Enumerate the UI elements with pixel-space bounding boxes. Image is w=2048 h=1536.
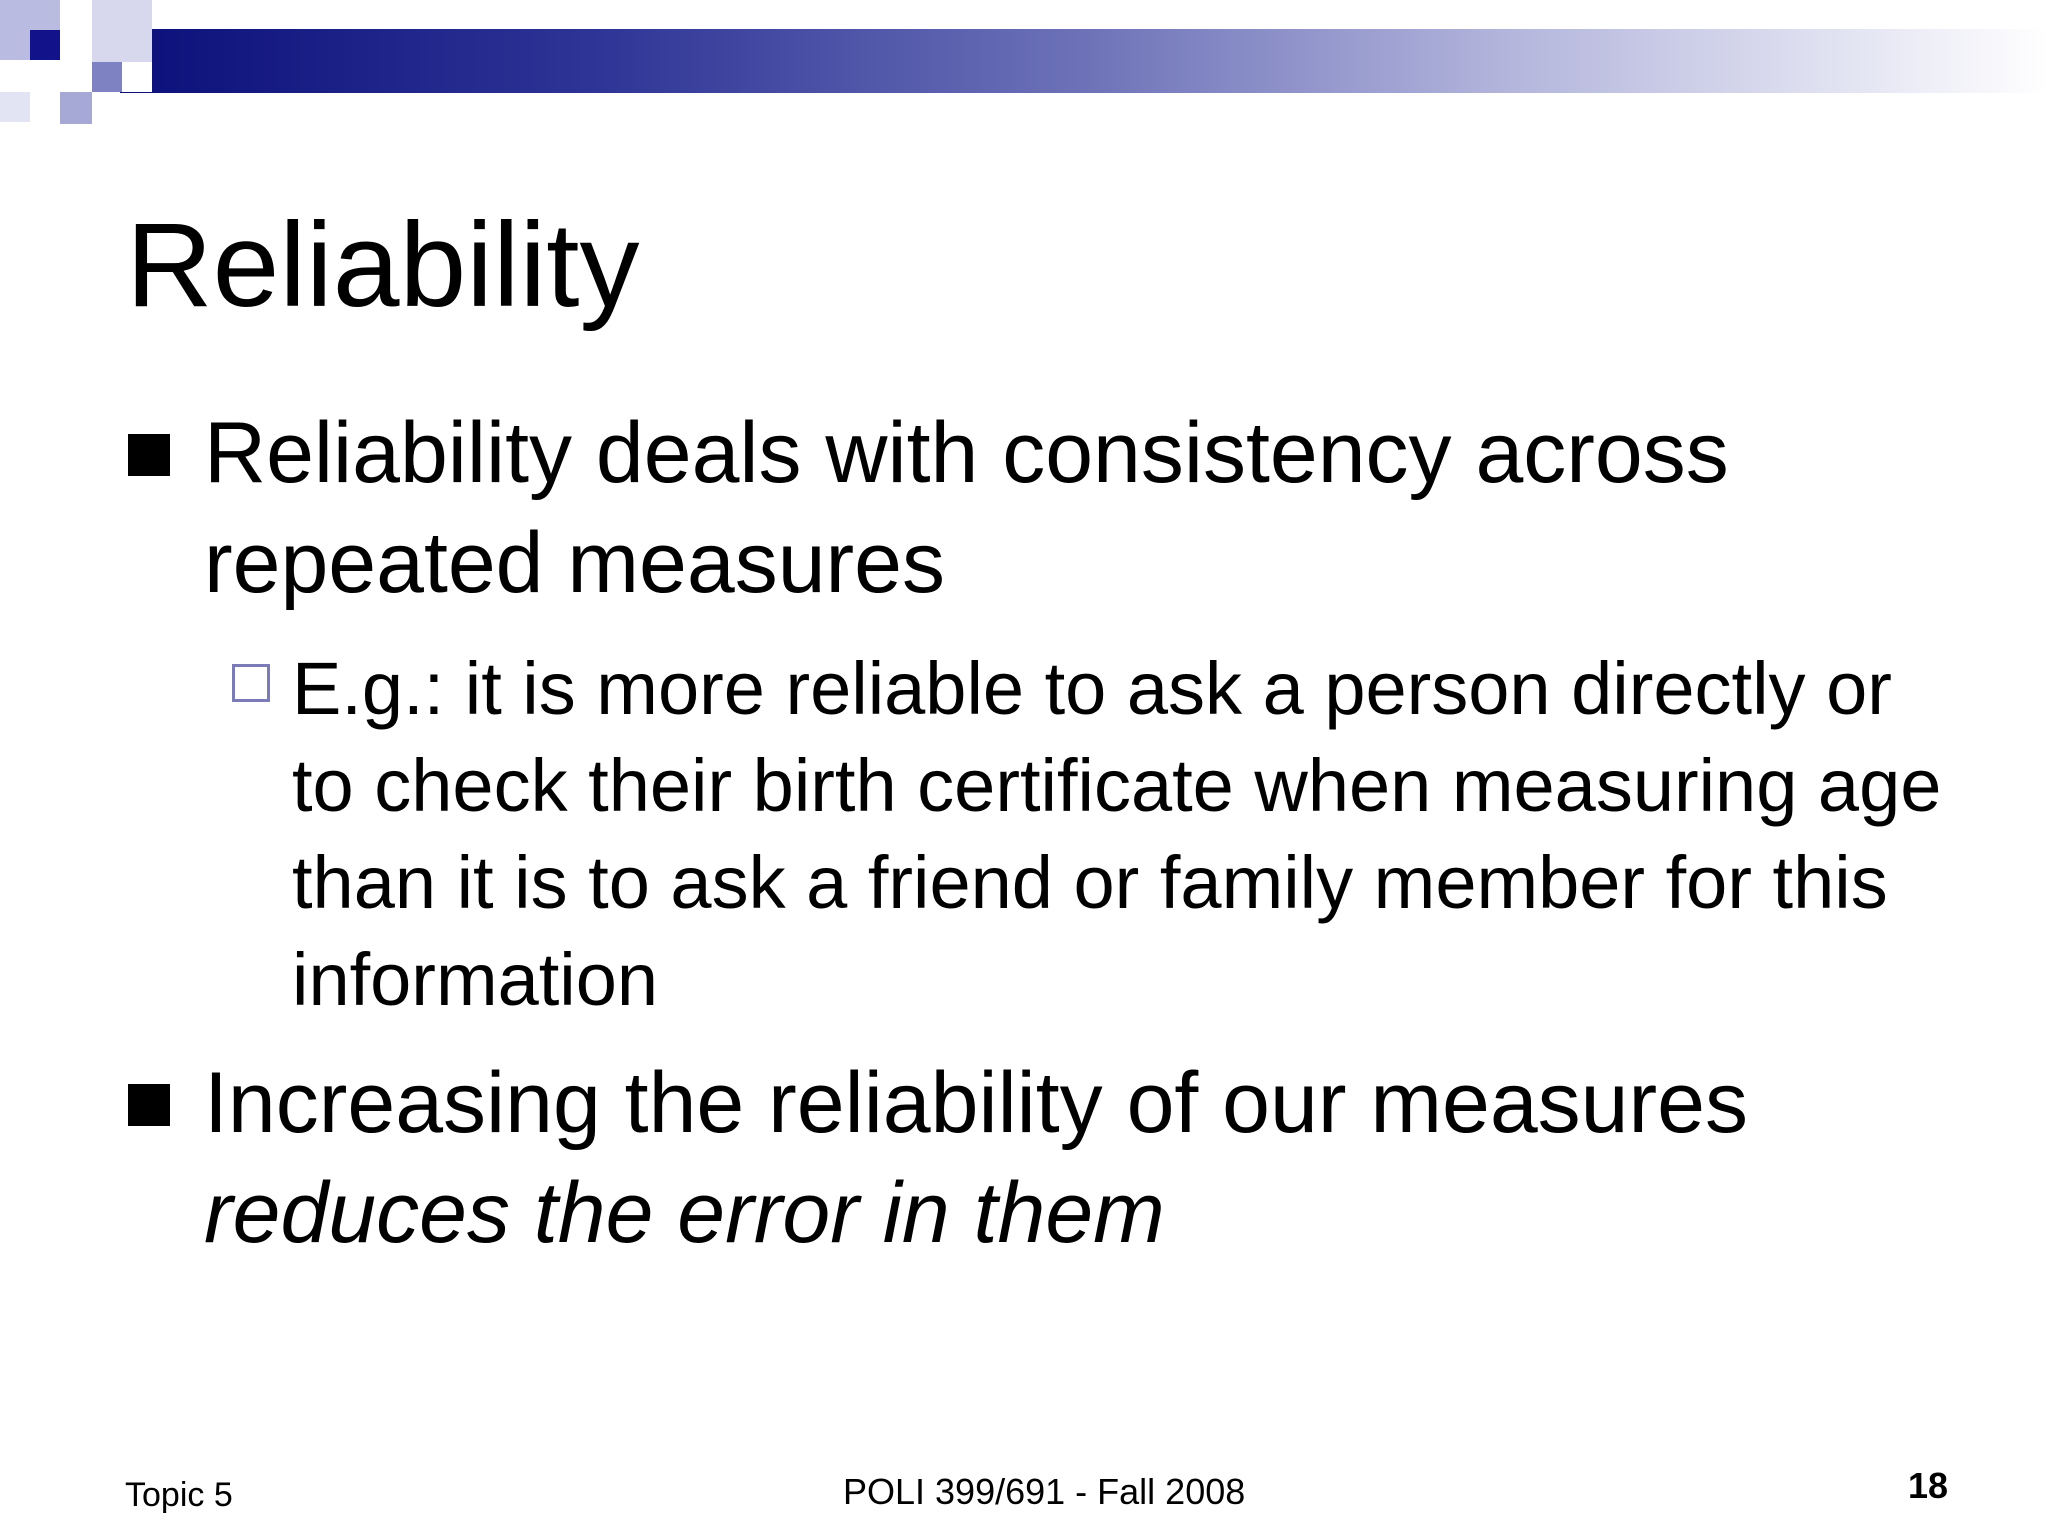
decorative-square: [92, 0, 152, 62]
decorative-square: [92, 62, 122, 92]
decorative-square: [0, 92, 30, 122]
sub-bullet-text: E.g.: it is more reliable to ask a person directly or to check their birth certificate when measuring age than it is to ask a friend or family member for this information: [292, 647, 1942, 1021]
decorative-square: [60, 92, 92, 124]
page-number: 18: [1908, 1465, 1949, 1506]
hollow-square-bullet-icon: [232, 664, 270, 702]
filled-square-bullet-icon: [128, 1084, 170, 1126]
filled-square-bullet-icon: [128, 434, 170, 476]
slide-title: Reliability: [126, 198, 640, 332]
footer-topic: Topic 5: [125, 1476, 233, 1514]
bullet-text: [204, 1048, 1964, 1268]
bullet-text-plain: Increasing the reliability of our measures: [204, 1055, 1748, 1151]
footer-course: POLI 399/691 - Fall 2008: [843, 1471, 1246, 1512]
header-gradient-bar: [120, 29, 2048, 93]
decorative-square: [30, 30, 60, 60]
bullet-text: Reliability deals with consistency across repeated measures: [204, 405, 1729, 611]
bullet-text-italic: reduces the error in them: [204, 1165, 1165, 1261]
decorative-square: [122, 62, 152, 92]
